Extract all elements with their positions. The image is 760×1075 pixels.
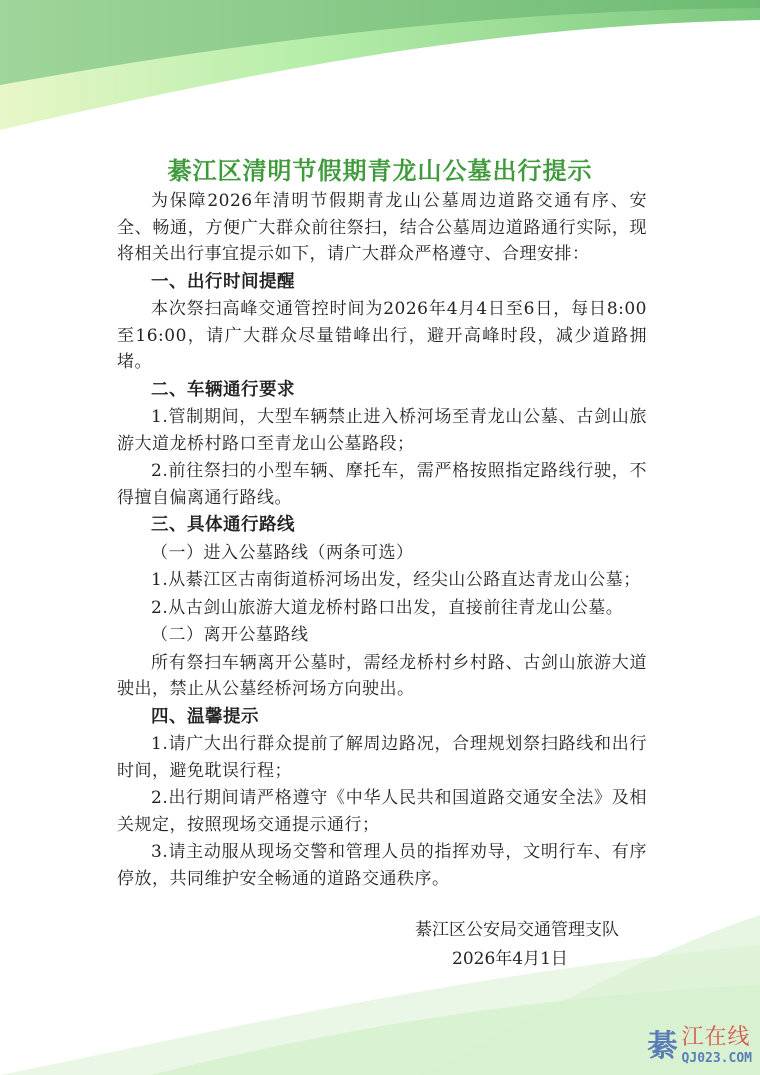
watermark-url: QJ023.COM [681,1051,752,1066]
section-3-route-1: 1.从綦江区古南街道桥河场出发，经尖山公路直达青龙山公墓； [151,570,641,590]
watermark-char: 綦 [647,1029,678,1064]
section-3-subheading-1: （一）进入公墓路线（两条可选） [151,542,414,563]
watermark-text [682,1025,752,1067]
section-3-paragraph: 所有祭扫车辆离开公墓时，需经龙桥村乡村路、古剑山旅游大道驶出，禁止从公墓经桥河场方向驶出。 [117,652,647,699]
signature: 綦江区公安局交通管理支队 [415,920,619,940]
section-4-item-3: 3.请主动服从现场交警和管理人员的指挥劝导，文明行车、有序停放，共同维护安全畅通的道路交通秩序。 [117,842,647,889]
date: 2026年4月1日 [452,949,568,969]
watermark-name: 江在线 [681,1025,751,1050]
intro-paragraph: 为保障2026年清明节假期青龙山公墓周边道路交通有序、安全、畅通，方便广大群众前往祭扫，结合公墓周边道路通行实际，现将相关出行事宜提示如下，请广大群众严格遵守、合理安排： [117,191,647,264]
section-2-item-2: 2.前往祭扫的小型车辆、摩托车，需严格按照指定路线行驶，不得擅自偏离通行路线。 [117,461,647,508]
section-2-heading: 二、车辆通行要求 [151,379,295,400]
section-3-subheading-2: （二）离开公墓路线 [151,625,309,645]
document-title: 綦江区清明节假期青龙山公墓出行提示 [167,156,593,185]
top-green-wave-decoration [0,0,760,140]
section-4-item-2: 2.出行期间请严格遵守《中华人民共和国道路交通安全法》及相关规定，按照现场交通提示通行； [117,788,647,835]
section-1-heading: 一、出行时间提醒 [151,271,295,292]
section-2-item-1: 1.管制期间，大型车辆禁止进入桥河场至青龙山公墓、古剑山旅游大道龙桥村路口至青龙山公墓路段； [117,407,647,454]
section-3-heading: 三、具体通行路线 [151,515,295,535]
section-4-item-1: 1.请广大出行群众提前了解周边路况，合理规划祭扫路线和出行时间，避免耽误行程； [117,734,647,781]
section-3-route-2: 2.从古剑山旅游大道龙桥村路口出发，直接前往青龙山公墓。 [151,597,624,618]
document-body [117,155,647,974]
section-4-heading: 四、温馨提示 [151,706,259,727]
section-1-paragraph: 本次祭扫高峰交通管控时间为2026年4月4日至6日，每日8:00至16:00，请广大群众尽量错峰出行，避开高峰时段，减少道路拥堵。 [117,299,647,372]
site-watermark-logo [648,1025,752,1069]
